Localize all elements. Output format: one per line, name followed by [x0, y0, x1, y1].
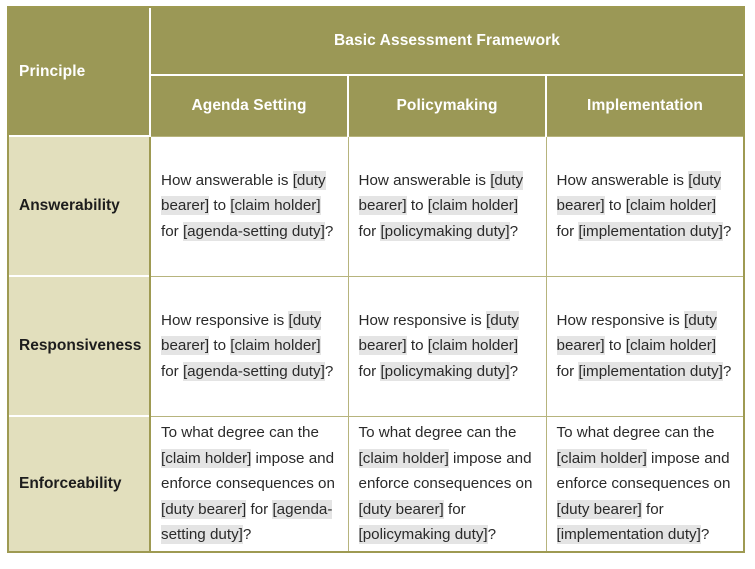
- question-text: to: [604, 337, 626, 355]
- placeholder-term: [duty bearer]: [358, 311, 519, 355]
- question-text: ?: [509, 362, 519, 380]
- question-cell: [348, 136, 546, 276]
- row-label-answerability: Answerability: [9, 136, 150, 276]
- placeholder-term: [policymaking duty]: [380, 362, 510, 380]
- question-text: ?: [242, 526, 252, 543]
- question-text: for: [556, 222, 579, 240]
- question-text: ?: [722, 362, 732, 380]
- question-text: to: [209, 197, 231, 215]
- placeholder-term: [claim holder]: [427, 337, 519, 355]
- column-header-policymaking: Policymaking: [348, 75, 546, 136]
- question-text: ?: [509, 222, 519, 240]
- question-text: for: [358, 362, 381, 380]
- question-text: to: [604, 197, 626, 215]
- question-text: To what degree can the: [161, 424, 319, 441]
- question-text: To what degree can the: [556, 424, 715, 441]
- question-cell: [150, 136, 348, 276]
- placeholder-term: [agenda-setting duty]: [182, 222, 325, 240]
- placeholder-term: [claim holder]: [625, 197, 717, 215]
- question-text: for: [161, 362, 183, 380]
- question-text: impose and enforce consequences on: [358, 449, 533, 492]
- column-header-implementation: Implementation: [546, 75, 743, 136]
- question-text: How answerable is: [556, 171, 689, 189]
- placeholder-term: [claim holder]: [230, 337, 321, 355]
- question-text: for: [443, 500, 466, 518]
- framework-header: Basic Assessment Framework: [150, 8, 743, 75]
- placeholder-term: [agenda-setting duty]: [182, 362, 325, 380]
- question-cell: [546, 416, 743, 551]
- question-cell: [546, 276, 743, 416]
- question-text: for: [246, 500, 273, 518]
- placeholder-term: [implementation duty]: [578, 222, 723, 240]
- question-cell: [546, 136, 743, 276]
- placeholder-term: [duty bearer]: [556, 500, 642, 518]
- question-text: ?: [722, 222, 732, 240]
- placeholder-term: [agenda-setting duty]: [161, 500, 333, 543]
- placeholder-term: [policymaking duty]: [358, 526, 488, 543]
- question-text: ?: [487, 526, 497, 543]
- placeholder-term: [duty bearer]: [556, 171, 722, 215]
- column-header-agenda-setting: Agenda Setting: [150, 75, 348, 136]
- framework-table: [9, 8, 743, 551]
- question-text: impose and enforce consequences on: [161, 449, 335, 492]
- table-row-enforceability: [9, 416, 743, 551]
- question-text: to: [406, 337, 428, 355]
- placeholder-term: [claim holder]: [427, 197, 519, 215]
- question-cell: [348, 416, 546, 551]
- placeholder-term: [claim holder]: [625, 337, 717, 355]
- placeholder-term: [duty bearer]: [358, 500, 444, 518]
- placeholder-term: [duty bearer]: [161, 171, 326, 215]
- question-text: for: [641, 500, 664, 518]
- assessment-framework-table: [7, 6, 745, 553]
- question-text: How responsive is: [556, 311, 684, 329]
- placeholder-term: [implementation duty]: [578, 362, 723, 380]
- question-text: How answerable is: [161, 171, 293, 189]
- question-cell: [348, 276, 546, 416]
- principle-header: Principle: [9, 8, 150, 136]
- question-text: How responsive is: [358, 311, 486, 329]
- placeholder-term: [claim holder]: [161, 449, 252, 467]
- table-row-answerability: [9, 136, 743, 276]
- question-text: How responsive is: [161, 311, 289, 329]
- row-label-enforceability: Enforceability: [9, 416, 150, 551]
- question-cell: [150, 276, 348, 416]
- placeholder-term: [claim holder]: [230, 197, 321, 215]
- question-text: for: [556, 362, 579, 380]
- placeholder-term: [policymaking duty]: [380, 222, 510, 240]
- row-label-responsiveness: Responsiveness: [9, 276, 150, 416]
- question-text: for: [358, 222, 381, 240]
- placeholder-term: [duty bearer]: [161, 311, 322, 355]
- placeholder-term: [duty bearer]: [556, 311, 717, 355]
- question-text: to: [406, 197, 428, 215]
- table-row-responsiveness: [9, 276, 743, 416]
- question-text: How answerable is: [358, 171, 491, 189]
- placeholder-term: [duty bearer]: [358, 171, 524, 215]
- placeholder-term: [implementation duty]: [556, 526, 701, 543]
- question-text: for: [161, 222, 183, 240]
- question-text: ?: [324, 362, 334, 380]
- placeholder-term: [duty bearer]: [161, 500, 247, 518]
- question-text: impose and enforce consequences on: [556, 449, 731, 492]
- placeholder-term: [claim holder]: [358, 449, 449, 467]
- question-text: To what degree can the: [358, 424, 517, 441]
- question-cell: [150, 416, 348, 551]
- question-text: ?: [324, 222, 334, 240]
- question-text: ?: [700, 526, 710, 543]
- question-text: to: [209, 337, 231, 355]
- placeholder-term: [claim holder]: [556, 449, 647, 467]
